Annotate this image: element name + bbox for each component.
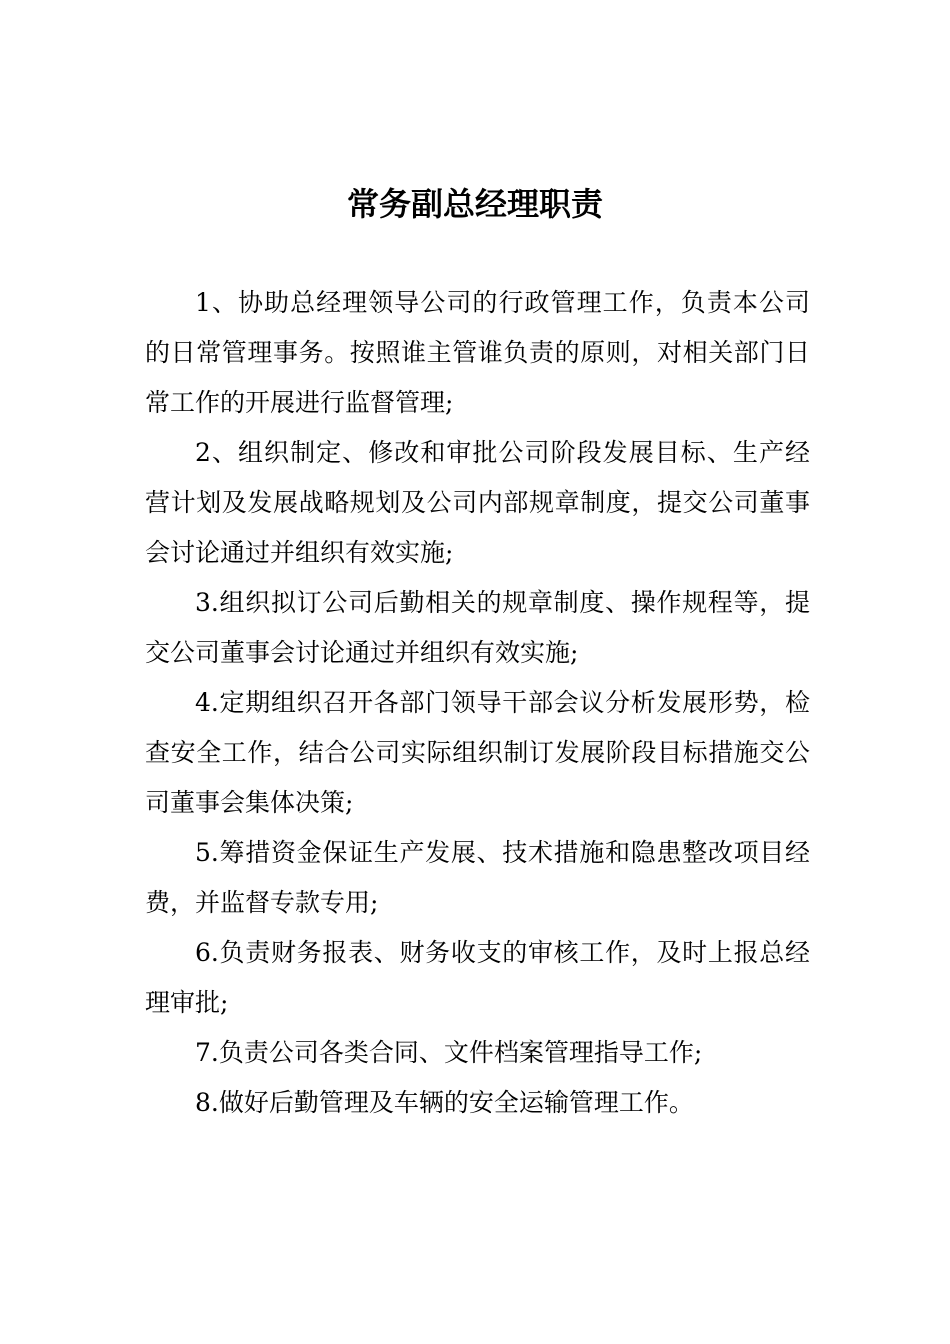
duty-item-8: 8.做好后勤管理及车辆的安全运输管理工作。	[195, 1088, 694, 1117]
duty-item-6: 6.负责财务报表、财务收支的审核工作，及时上报总经理审批;	[145, 938, 810, 1017]
duty-item-2: 2、组织制定、修改和审批公司阶段发展目标、生产经营计划及发展战略规划及公司内部规章制度，提交公司董事会讨论通过并组织有效实施;	[145, 438, 810, 567]
duty-item-4: 4.定期组织召开各部门领导干部会议分析发展形势，检查安全工作，结合公司实际组织制订发展阶段目标措施交公司董事会集体决策;	[145, 688, 810, 817]
document-title: 常务副总经理职责	[346, 185, 603, 223]
duty-item-1: 1、协助总经理领导公司的行政管理工作，负责本公司的日常管理事务。按照谁主管谁负责的原则，对相关部门日常工作的开展进行监督管理;	[145, 288, 810, 417]
document-body	[145, 278, 810, 1128]
duty-item-3: 3.组织拟订公司后勤相关的规章制度、操作规程等，提交公司董事会讨论通过并组织有效实施;	[145, 588, 810, 667]
duty-item-5: 5.筹措资金保证生产发展、技术措施和隐患整改项目经费，并监督专款专用;	[145, 838, 810, 917]
duty-item-7: 7.负责公司各类合同、文件档案管理指导工作;	[195, 1038, 703, 1067]
